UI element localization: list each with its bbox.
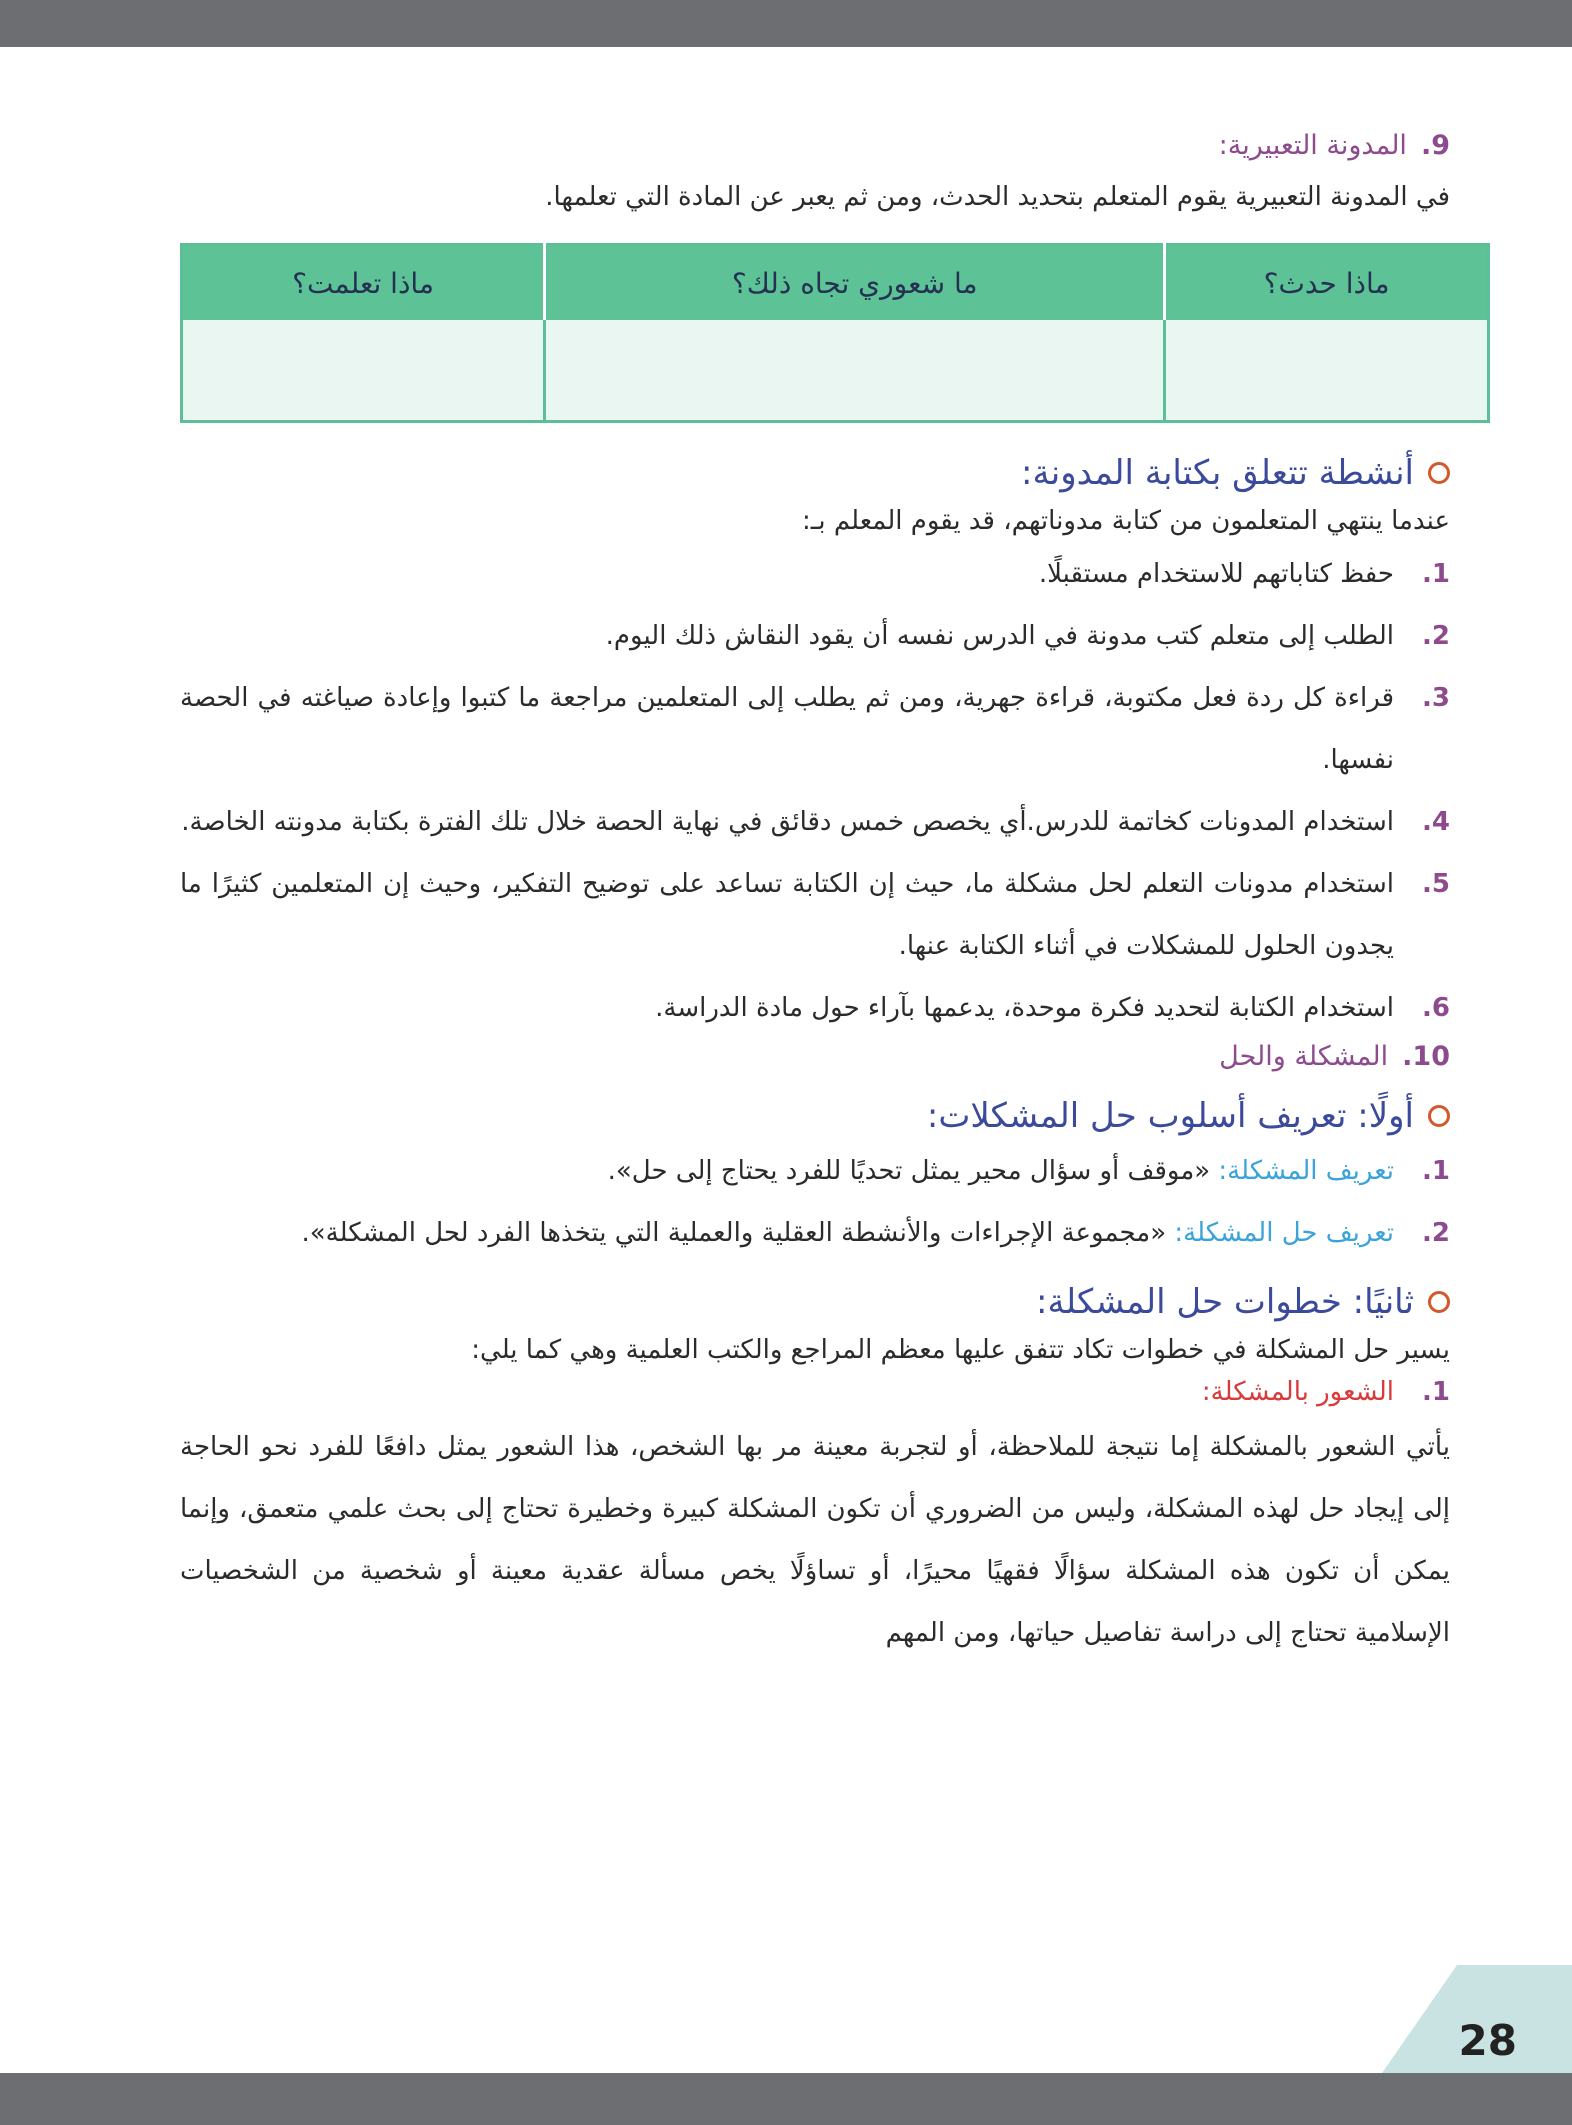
list-item: 2. تعريف حل المشكلة: «مجموعة الإجراءات والأنشطة العقلية والعملية التي يتخذها الفرد لحل المشكلة». xyxy=(301,1218,1450,1248)
section-10-title: المشكلة والحل xyxy=(1219,1041,1389,1072)
list-item: 1. الشعور بالمشكلة: xyxy=(180,1368,1450,1416)
top-bar xyxy=(0,0,1572,47)
activities-heading-text: أنشطة تتعلق بكتابة المدونة: xyxy=(1021,453,1414,493)
second-intro: يسير حل المشكلة في خطوات تكاد تتفق عليها معظم المراجع والكتب العلمية وهي كما يلي: xyxy=(471,1335,1450,1365)
list-item: 3. قراءة كل ردة فعل مكتوبة، قراءة جهرية، ومن ثم يطلب إلى المتعلمين مراجعة ما كتبوا وإعادة صياغته في الحصة نفسها. xyxy=(180,683,1450,775)
first-heading xyxy=(180,1096,1450,1136)
definition-label: تعريف حل المشكلة: xyxy=(1174,1218,1394,1248)
list-item: 5. استخدام مدونات التعلم لحل مشكلة ما، حيث إن الكتابة تساعد على توضيح التفكير، وحيث إن المتعلمين كثيرًا ما يجدون الحلول للمشكلات في أثناء الكتابة عنها. xyxy=(180,869,1450,961)
table-header-what-happened: ماذا حدث؟ xyxy=(1165,245,1489,321)
bullet-circle-icon xyxy=(1428,1105,1450,1127)
section-9-title: المدونة التعبيرية: xyxy=(1218,130,1407,161)
first-heading-text: أولًا: تعريف أسلوب حل المشكلات: xyxy=(926,1096,1414,1136)
list-item: 6. استخدام الكتابة لتحديد فكرة موحدة، يدعمها بآراء حول مادة الدراسة. xyxy=(655,993,1450,1023)
bullet-circle-icon xyxy=(1428,1291,1450,1313)
section-9-intro: في المدونة التعبيرية يقوم المتعلم بتحديد الحدث، ومن ثم يعبر عن المادة التي تعلمها. xyxy=(545,182,1450,212)
list-item: 1. حفظ كتاباتهم للاستخدام مستقبلًا. xyxy=(1038,559,1450,589)
blog-table xyxy=(180,243,1490,423)
activities-list xyxy=(180,543,1450,1039)
second-heading xyxy=(180,1282,1450,1322)
list-item: 1. تعريف المشكلة: «موقف أو سؤال محير يمثل تحديًا للفرد يحتاج إلى حل». xyxy=(607,1156,1450,1186)
activities-heading xyxy=(180,453,1450,493)
section-9-heading xyxy=(180,130,1450,161)
page-content xyxy=(180,130,1450,1664)
table-cell-what-happened[interactable] xyxy=(1165,320,1489,422)
second-heading-text: ثانيًا: خطوات حل المشكلة: xyxy=(1036,1282,1414,1322)
list-item: 2. الطلب إلى متعلم كتب مدونة في الدرس نفسه أن يقود النقاش ذلك اليوم. xyxy=(605,621,1450,651)
page-number: 28 xyxy=(1458,2016,1517,2065)
table-cell-learned[interactable] xyxy=(182,320,545,422)
bottom-bar xyxy=(0,2073,1572,2125)
section-10-number: 10. xyxy=(1402,1041,1450,1072)
section-10-heading xyxy=(180,1041,1450,1072)
definition-label: تعريف المشكلة: xyxy=(1218,1156,1394,1186)
bullet-circle-icon xyxy=(1428,462,1450,484)
table-header-feeling: ما شعوري تجاه ذلك؟ xyxy=(545,245,1165,321)
list-item: 4. استخدام المدونات كخاتمة للدرس.أي يخصص خمس دقائق في نهاية الحصة خلال تلك الفترة بكتابة مدونته الخاصة. xyxy=(181,807,1450,837)
step-label: الشعور بالمشكلة: xyxy=(1201,1377,1394,1407)
step-paragraph: يأتي الشعور بالمشكلة إما نتيجة للملاحظة، أو لتجربة معينة مر بها الشخص، هذا الشعور يمثل دافعًا للفرد نحو الحاجة إلى إيجاد حل لهذه المشكلة، وليس من الضروري أن تكون المشكلة كبيرة وخطيرة تحتاج إلى بحث علمي متعمق، وإنما يمكن أن تكون هذه المشكلة سؤالًا فقهيًا محيرًا، أو تساؤلًا يخص مسألة عقدية معينة أو شخصية من الشخصيات الإسلامية تحتاج إلى دراسة تفاصيل حياتها، ومن المهم xyxy=(180,1432,1450,1648)
section-9-number: 9. xyxy=(1420,130,1450,161)
table-header-learned: ماذا تعلمت؟ xyxy=(182,245,545,321)
table-cell-feeling[interactable] xyxy=(545,320,1165,422)
activities-intro: عندما ينتهي المتعلمون من كتابة مدوناتهم، قد يقوم المعلم بـ: xyxy=(801,506,1450,536)
